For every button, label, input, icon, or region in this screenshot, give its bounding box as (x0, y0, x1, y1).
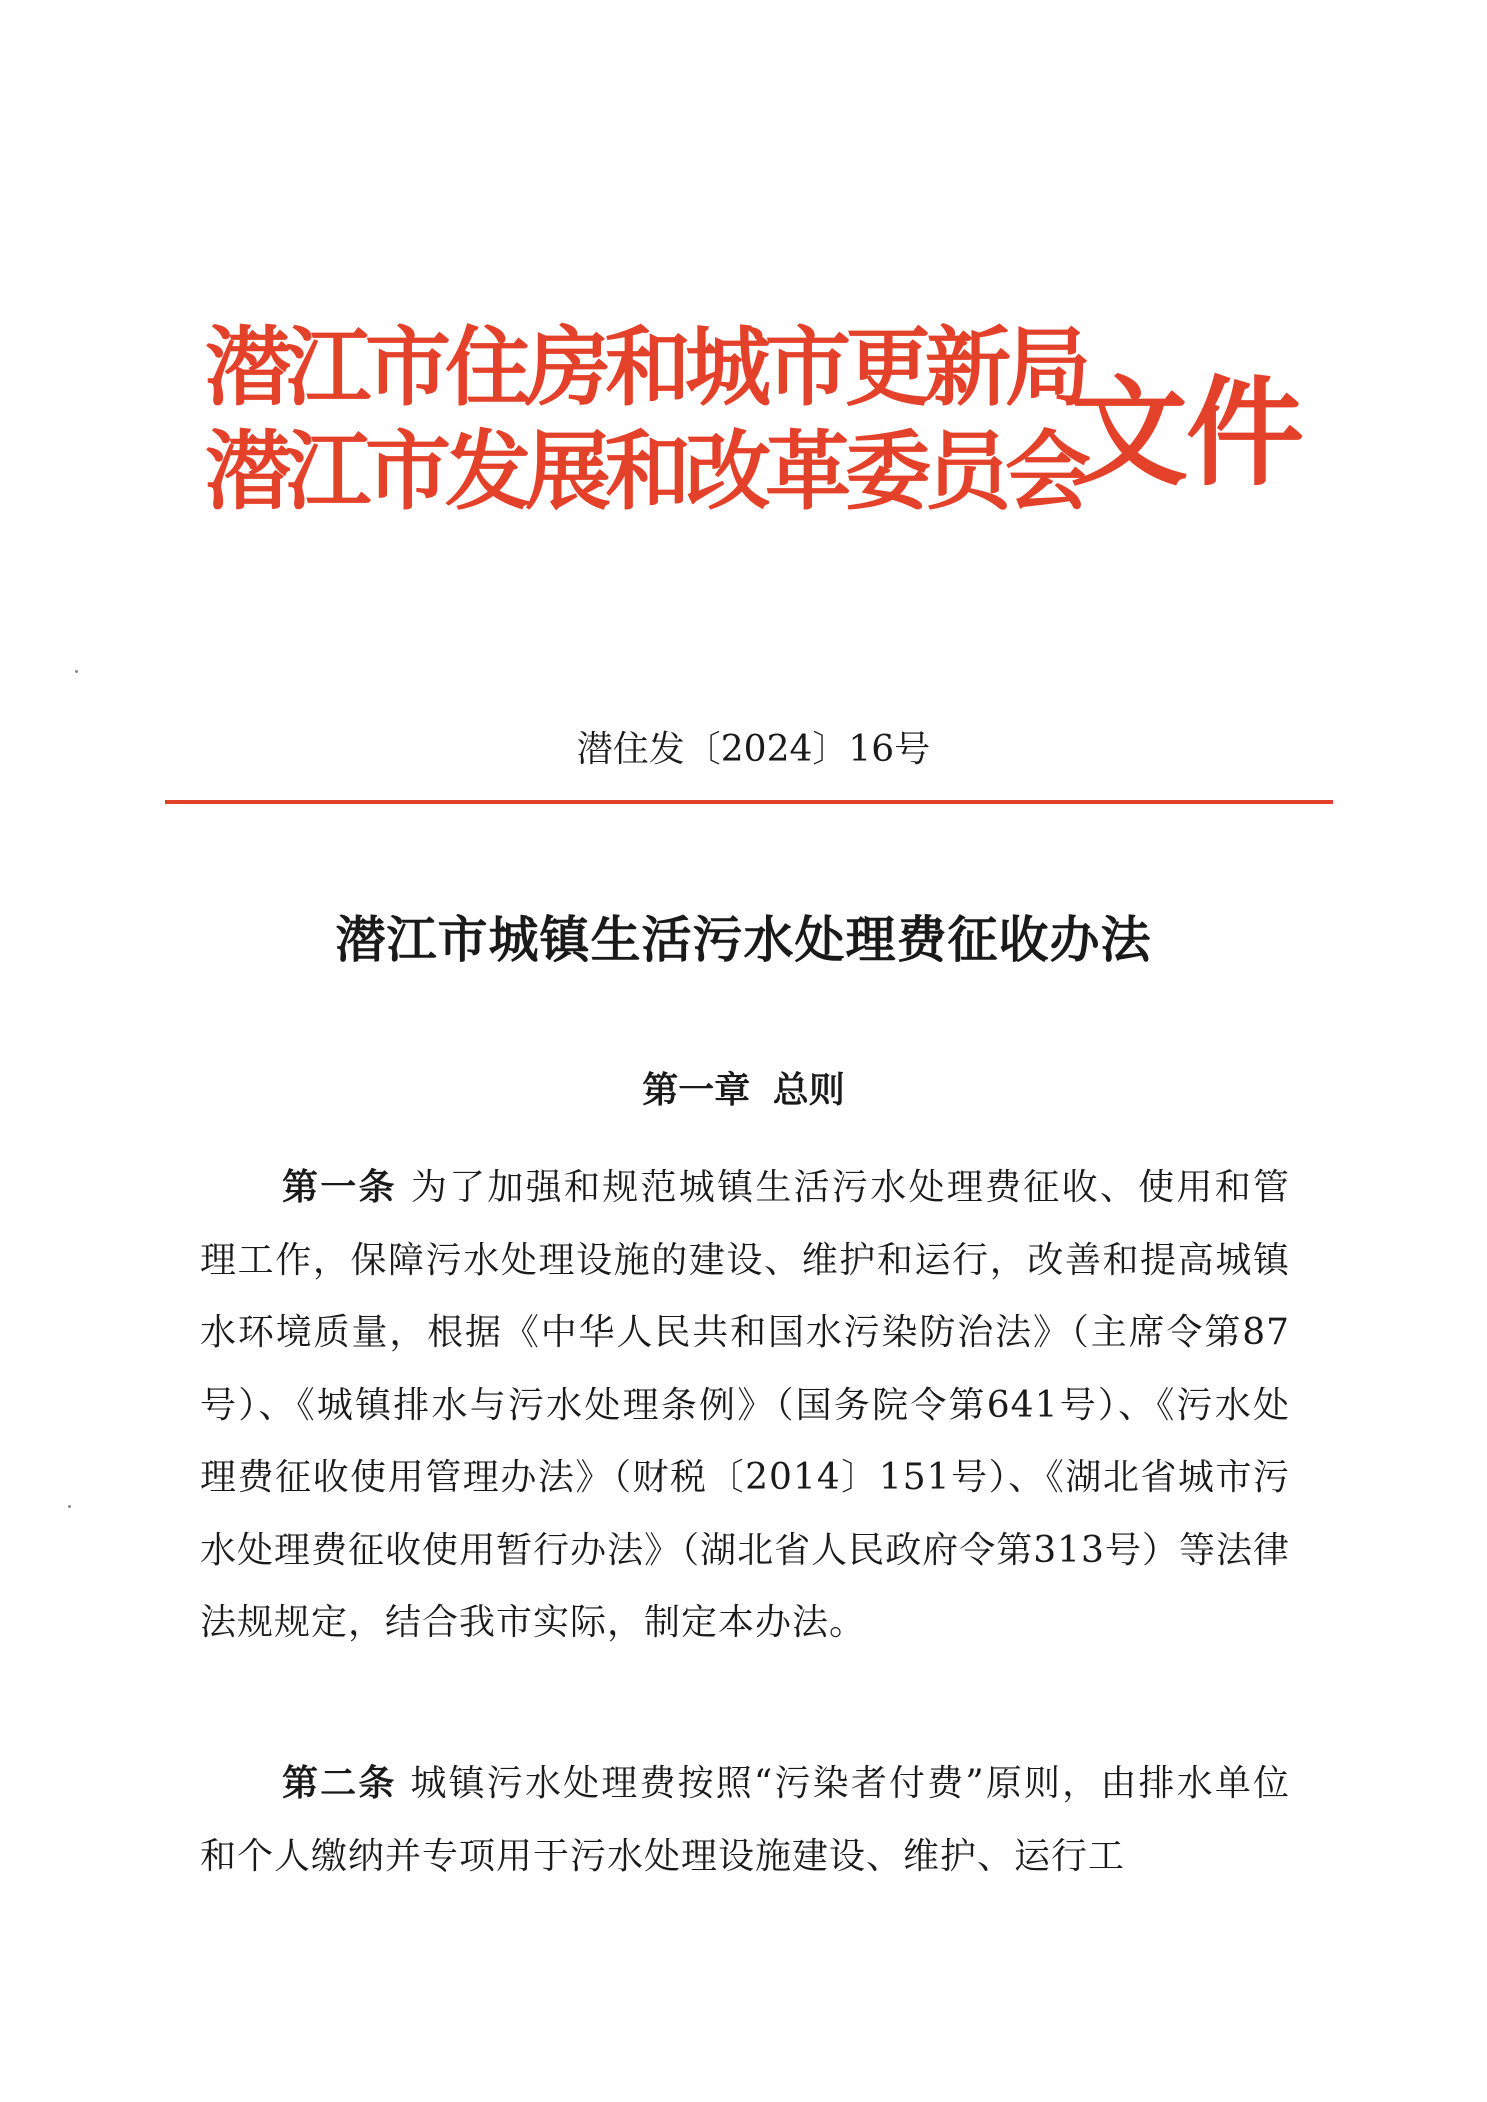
article-1 (200, 1152, 1290, 1660)
article-text: 城镇污水处理费按照“污染者付费”原则，由排水单位和个人缴纳并专项用于污水处理设施建设、维护、运行工 (200, 1763, 1290, 1877)
red-divider-line (165, 800, 1333, 804)
issuer-name-2: 潜江市发展和改革委员会 (205, 421, 1085, 522)
article-label: 第一条 (282, 1167, 397, 1208)
scan-speck (68, 1505, 71, 1508)
document-number: 潜住发〔2024〕16号 (576, 729, 931, 770)
document-header (205, 300, 1305, 580)
scan-speck (75, 670, 78, 673)
article-text: 为了加强和规范城镇生活污水处理费征收、使用和管理工作，保障污水处理设施的建设、维护和运行，改善和提高城镇水环境质量，根据《中华人民共和国水污染防治法》（主席令第87号）、《城镇排水与污水处理条例》（国务院令第641号）、《污水处理费征收使用管理办法》（财税〔2014〕151号）、《湖北省城市污水处理费征收使用暂行办法》（湖北省人民政府令第313号）等法律法规规定，结合我市实际，制定本办法。 (200, 1167, 1290, 1643)
issuer-name-1: 潜江市住房和城市更新局 (205, 317, 1085, 418)
document-type-label: 文件 (1070, 363, 1303, 502)
article-label: 第二条 (282, 1763, 397, 1804)
chapter-heading: 第一章 总则 (642, 1070, 845, 1111)
document-title: 潜江市城镇生活污水处理费征收办法 (335, 910, 1152, 969)
article-2 (200, 1748, 1290, 1893)
